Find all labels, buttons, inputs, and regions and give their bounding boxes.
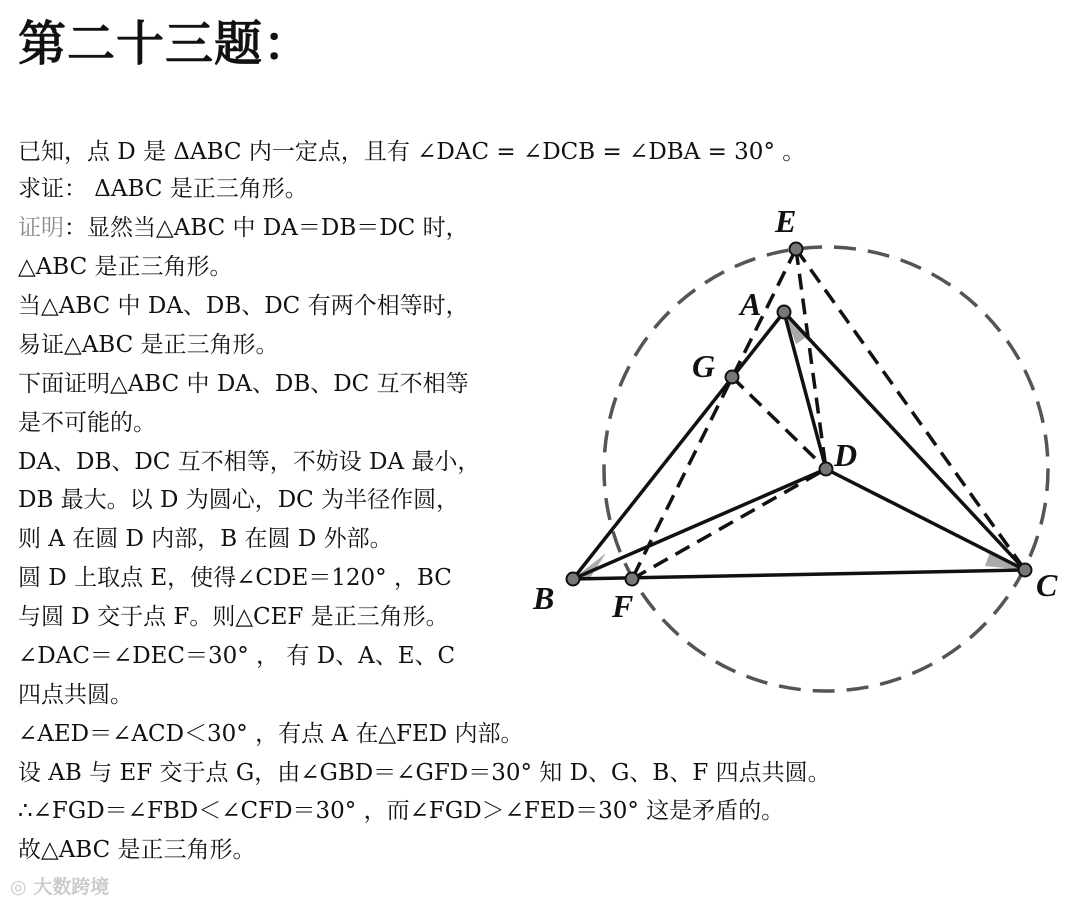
proof-line-14: ∠AED＝∠ACD＜30° ，有点 A 在△FED 内部。 <box>18 721 524 747</box>
point-e <box>790 243 803 256</box>
label-d: D <box>834 437 858 473</box>
watermark <box>10 872 109 899</box>
proof-line-9: 则 A 在圆 D 内部，B 在圆 D 外部。 <box>18 526 393 552</box>
label-b: B <box>533 580 555 616</box>
problem-prove: 求证： ΔABC 是正三角形。 <box>18 176 308 202</box>
point-d <box>820 463 833 476</box>
proof-line-2: △ABC 是正三角形。 <box>18 254 233 280</box>
segment-ec <box>796 249 1025 570</box>
proof-line-13: 四点共圆。 <box>18 682 133 708</box>
label-a: A <box>740 286 762 322</box>
proof-line-16: ∴∠FGD＝∠FBD＜∠CFD＝30° ，而∠FGD＞∠FED＝30° 这是矛盾的。 <box>18 798 785 824</box>
label-f: F <box>612 588 634 624</box>
label-g: G <box>692 348 716 384</box>
point-a <box>778 306 791 319</box>
problem-title: 第二十三题： <box>18 16 313 72</box>
proof-line-3: 当△ABC 中 DA、DB、DC 有两个相等时， <box>18 293 469 319</box>
point-f <box>626 573 639 586</box>
problem-given: 已知，点 D 是 ΔABC 内一定点，且有 ∠DAC = ∠DCB = ∠DBA = 30° 。 <box>18 139 806 165</box>
proof-line-8: DB 最大。以 D 为圆心，DC 为半径作圆， <box>18 487 460 513</box>
label-e: E <box>775 203 797 239</box>
proof-line-6: 是不可能的。 <box>18 410 156 436</box>
point-g <box>726 371 739 384</box>
watermark-text: 大数跨境 <box>33 876 110 898</box>
proof-line-12: ∠DAC＝∠DEC＝30° ， 有 D、A、E、C <box>18 643 456 669</box>
segment-cd <box>826 469 1025 570</box>
proof-line-text: ：显然当△ABC 中 DA＝DB＝DC 时， <box>64 215 469 241</box>
proof-line-15: 设 AB 与 EF 交于点 G，由∠GBD＝∠GFD＝30° 知 D、G、B、F 四点共圆。 <box>18 760 831 786</box>
watermark-logo-icon: ◎ <box>10 876 34 898</box>
proof-line-17: 故△ABC 是正三角形。 <box>18 837 256 863</box>
label-c: C <box>1036 567 1058 603</box>
proof-label: 证明 <box>18 215 64 241</box>
proof-line-10: 圆 D 上取点 E，使得∠CDE＝120° ，BC <box>18 565 452 591</box>
segment-bd <box>573 469 826 579</box>
proof-line-4: 易证△ABC 是正三角形。 <box>18 332 279 358</box>
proof-line-11: 与圆 D 交于点 F。则△CEF 是正三角形。 <box>18 604 449 630</box>
segment-ed <box>796 249 826 469</box>
point-c <box>1019 564 1032 577</box>
proof-line-5: 下面证明△ABC 中 DA、DB、DC 互不相等 <box>18 371 469 397</box>
proof-line-7: DA、DB、DC 互不相等，不妨设 DA 最小， <box>18 449 481 475</box>
point-b <box>567 573 580 586</box>
